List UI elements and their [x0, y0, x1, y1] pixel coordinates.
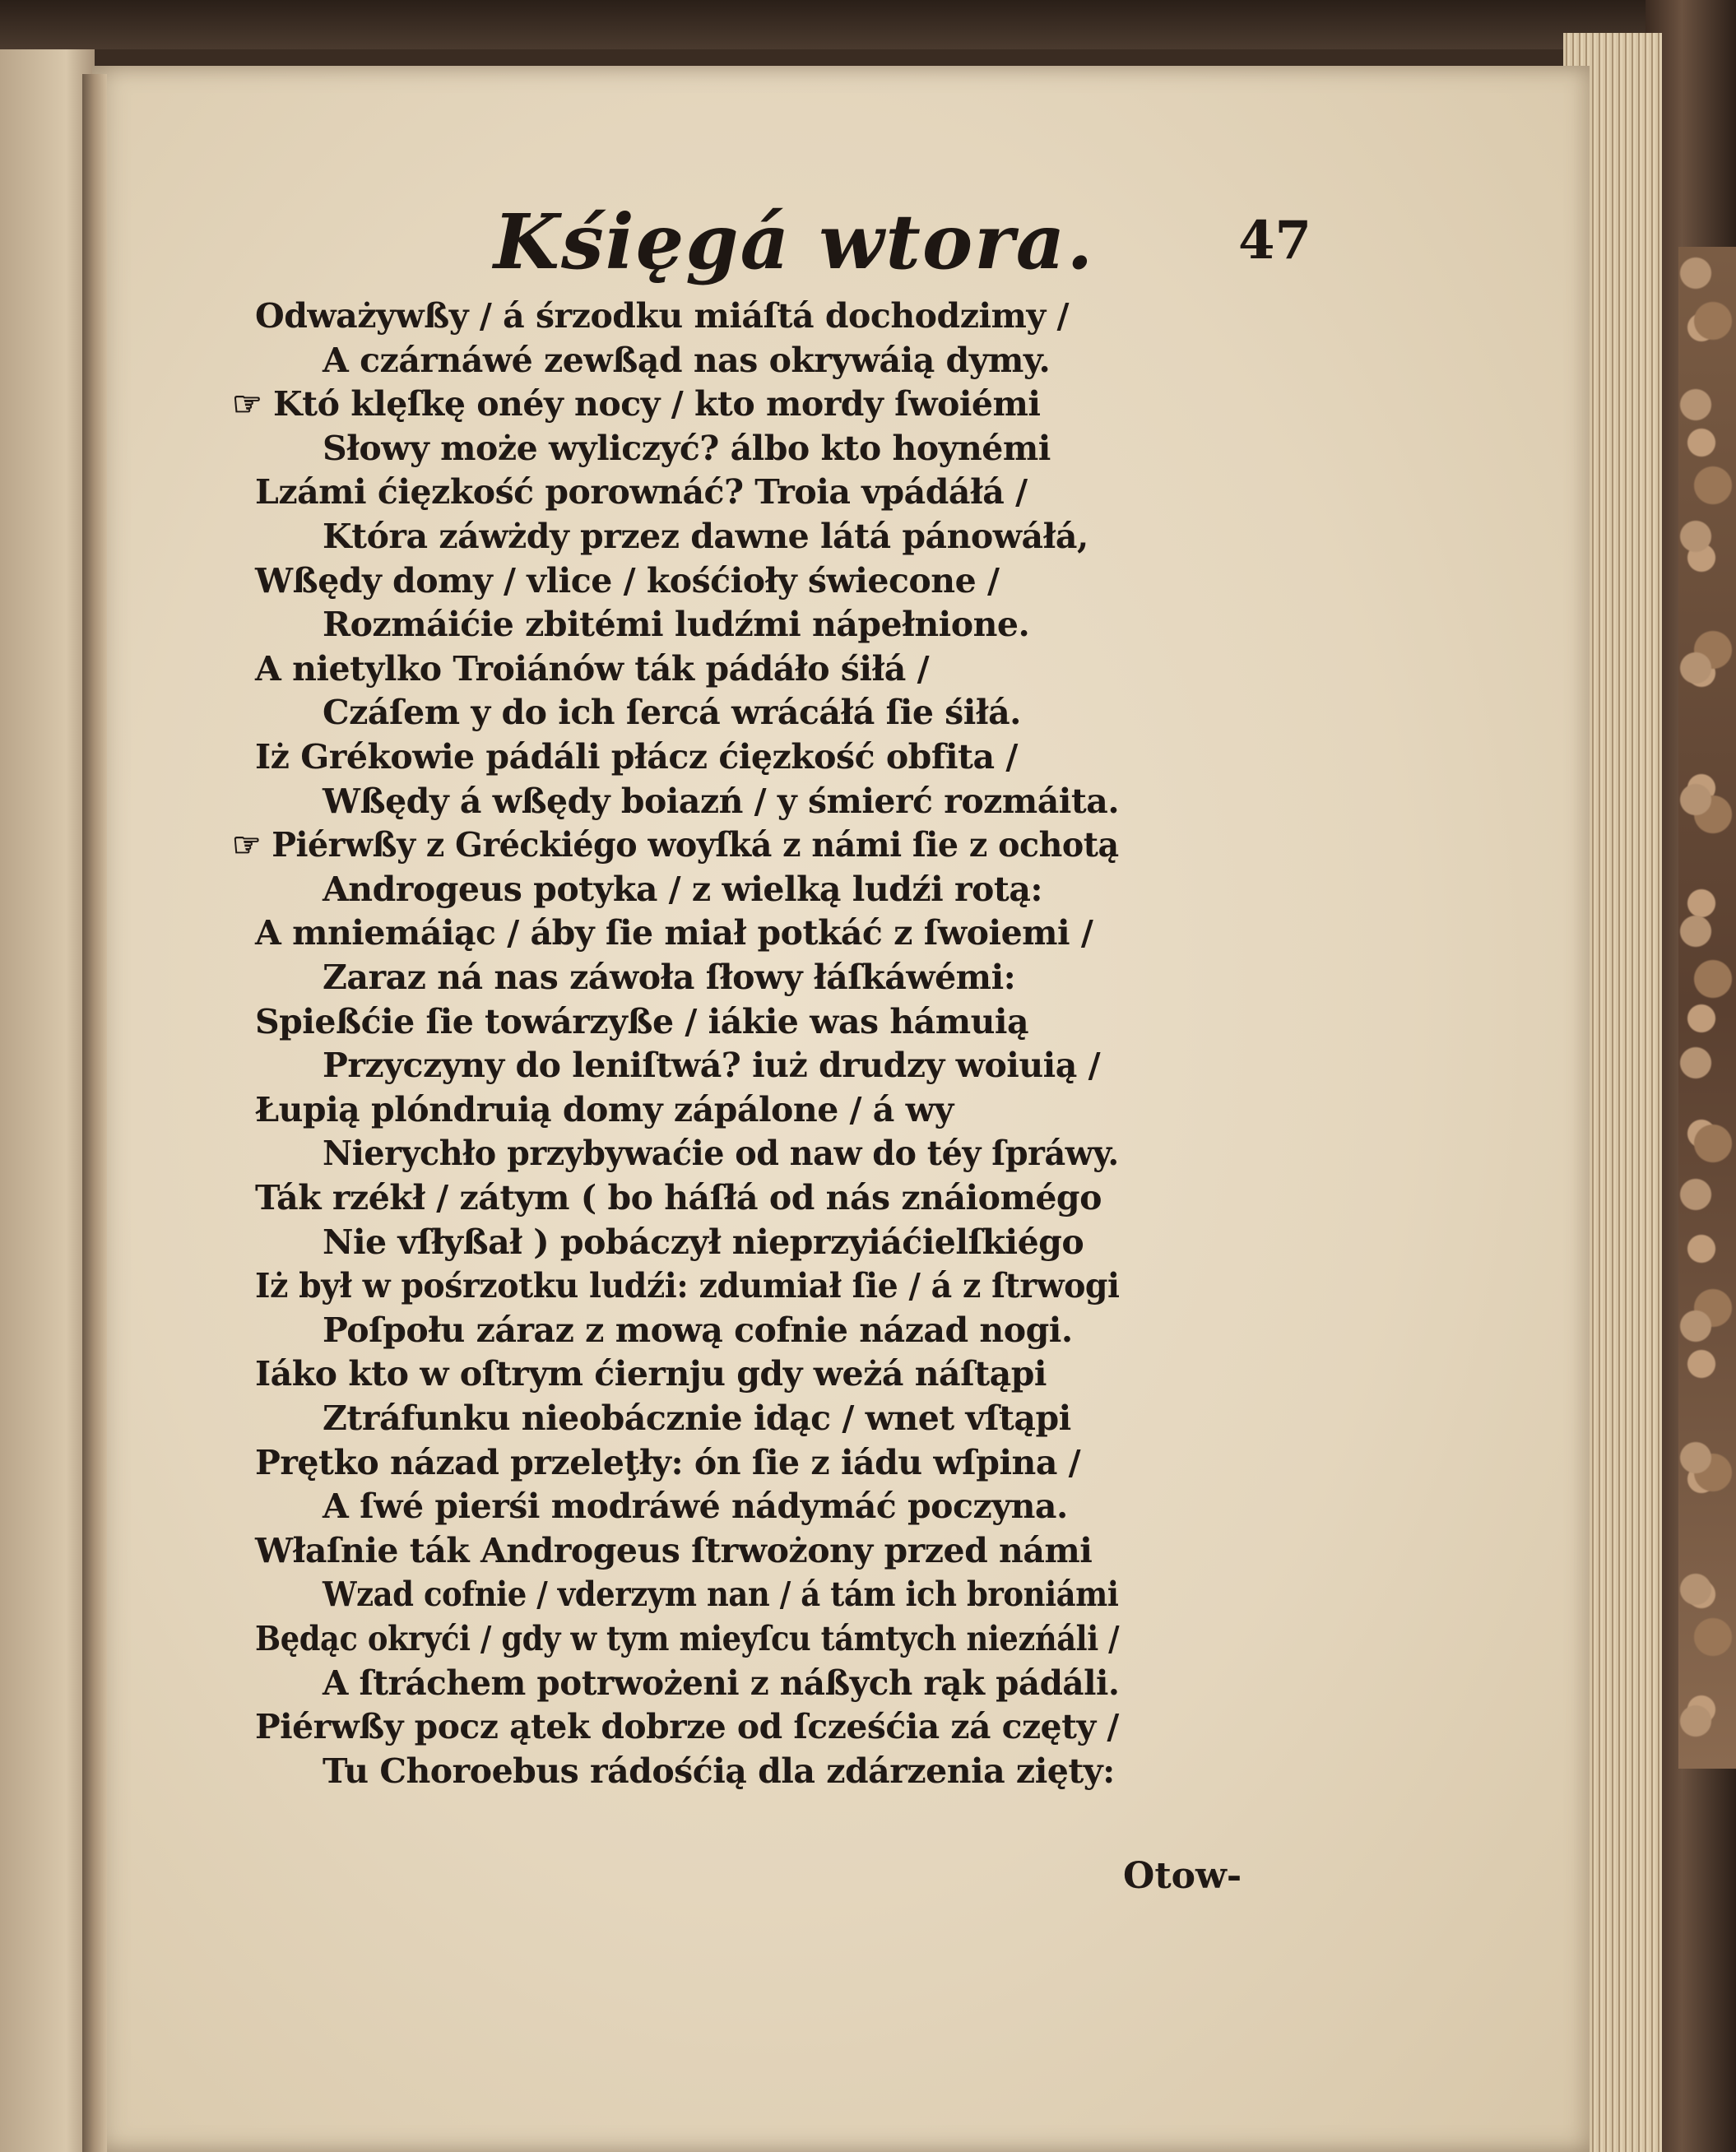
verse-line: Która záwżdy przez dawne látá pánowáłá,: [323, 517, 1088, 556]
verse-line: Ták rzékł / zátym ( bo háſłá od nás znáiomégo: [255, 1178, 1102, 1217]
page-number: 47: [1238, 210, 1312, 271]
verse-line: Iż Grékowie pádáli płácz ćięzkość obfita /: [255, 737, 1018, 777]
book-gutter: [82, 74, 107, 2152]
verse-line: Iż był w pośrzotku ludźi: zdumiał ſie / á z ſtrwogi: [255, 1266, 1120, 1306]
verse-line: Słowy może wyliczyć? álbo kto hoynémi: [323, 429, 1051, 468]
verse-line: Rozmáićie zbitémi ludźmi nápełnione.: [323, 605, 1030, 644]
verse-line: Lzámi ćięzkość porownáć? Troia vpádáłá /: [255, 472, 1028, 512]
verse-line: Spießćie ſie towárzyße / iákie was hámuią: [255, 1002, 1029, 1041]
left-page-edge: [0, 49, 95, 2152]
running-title: Kśięgá wtora.: [494, 197, 1095, 286]
verse-line: ☞ Piérwßy z Gréckiégo woyſká z námi ſie z ochotą: [232, 825, 1119, 865]
verse-line: Ztráfunku nieobácznie idąc / wnet vſtąpi: [323, 1398, 1071, 1438]
verse-line: Łupią plóndruią domy zápálone / á wy: [255, 1090, 954, 1129]
verse-line: Nie vſłyßał ) pobáczył nieprzyiáćielſkiégo: [323, 1222, 1084, 1262]
verse-line: Tu Choroebus rádośćią dla zdárzenia zięty:: [323, 1751, 1115, 1791]
verse-line: A czárnáwé zewßąd nas okrywáią dymy.: [323, 341, 1051, 380]
verse-line: Przyczyny do leniſtwá? iuż drudzy woiuią /: [323, 1046, 1101, 1085]
verse-line: Wzad cofnie / vderzym nan / á tám ich broniámi: [323, 1575, 1119, 1614]
verse-line: A ſtráchem potrwożeni z náßych rąk pádáli.: [323, 1663, 1120, 1703]
verse-line: ☞ Któ klęſkę onéy nocy / kto mordy ſwoiémi: [232, 384, 1041, 424]
marbled-cover-edge: [1678, 247, 1736, 1769]
background-top: [0, 0, 1736, 49]
verse-line: Wßędy domy / vlice / kośćioły świecone /: [255, 561, 1000, 601]
verse-line: Będąc okryći / gdy w tym mieyſcu támtych niezńáli /: [255, 1619, 1120, 1658]
verse-line: Właſnie ták Androgeus ſtrwożony przed námi: [255, 1531, 1093, 1570]
verse-line: Piérwßy pocz ątek dobrze od ſcześćia zá częty /: [255, 1707, 1119, 1746]
verse-line: Nierychło przybywaćie od naw do téy ſpráwy.: [323, 1134, 1119, 1173]
verse-line: A nietylko Troiánów ták pádáło śiłá /: [255, 649, 930, 689]
verse-line: Poſpołu záraz z mową cofnie názad nogi.: [323, 1310, 1073, 1350]
verse-line: Czáſem y do ich ſercá wrácáłá ſie śiłá.: [323, 693, 1021, 732]
verse-line: Prętko názad przeleţły: ón ſie z iádu wſpina /: [255, 1443, 1081, 1482]
verse-line: Androgeus potyka / z wielką ludźi rotą:: [323, 870, 1043, 909]
verse-line: Odważywßy / á śrzodku miáſtá dochodzimy /: [255, 296, 1070, 336]
verse-line: A ſwé pierśi modráwé nádymáć poczyna.: [323, 1486, 1068, 1526]
verse-line: Iáko kto w oſtrym ćiernju gdy weżá náſtąpi: [255, 1354, 1047, 1394]
catchword: Otow-: [1123, 1855, 1242, 1897]
verse-line: A mniemáiąc / áby ſie miał potkáć z ſwoiemi /: [255, 913, 1093, 953]
verse-line: Zaraz ná nas záwoła ſłowy łáſkáwémi:: [323, 958, 1016, 997]
verse-line: Wßędy á wßędy boiazń / y śmierć rozmáita.: [323, 781, 1120, 821]
